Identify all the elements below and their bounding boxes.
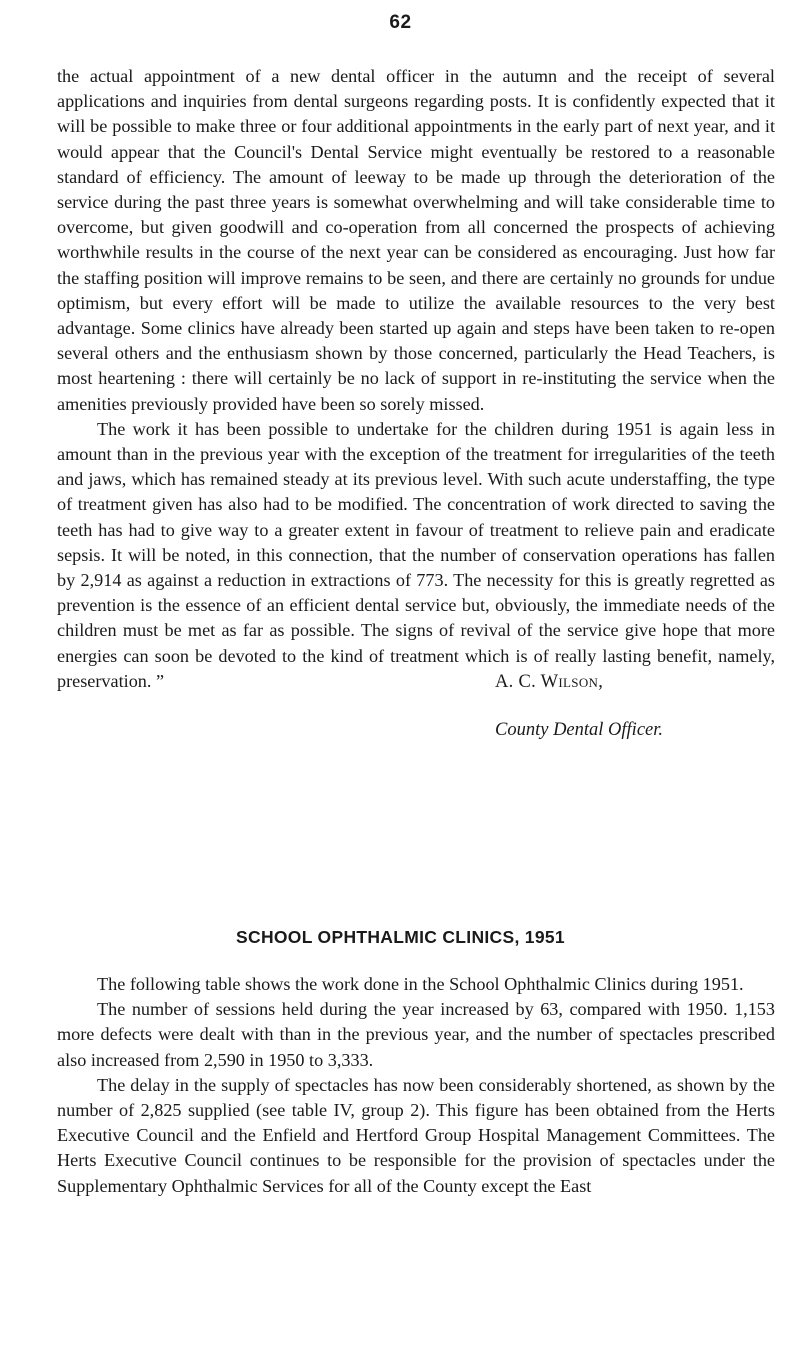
paragraph-ophthalmic-spectacles: The delay in the supply of spectacles has now been considerably shortened, as shown by the number of 2,825 supplied (see table IV, group 2). This figure has been obtained from the Herts Executive Council and the Enfield and Hertford Group Hospital Management Committees. The Herts Executive Council continues to be responsible for the provision of spectacles under the Supplementary Ophthalmic Services for all of the County except the East <box>57 1074 775 1196</box>
paragraph-ophthalmic-sessions: The number of sessions held during the year increased by 63, compared with 1950. 1,153 more defects were dealt with than in the previous year, and the number of spectacles prescribed also increased from 2,590 in 1950 to 3,333. <box>57 999 775 1070</box>
ophthalmic-section-text <box>57 972 775 1199</box>
paragraph-ophthalmic-intro: The following table shows the work done in the School Ophthalmic Clinics during 1951. <box>97 974 744 994</box>
signature-title: County Dental Officer. <box>495 720 664 740</box>
page-number: 62 <box>389 12 412 33</box>
paragraph-dental-continuation: the actual appointment of a new dental officer in the autumn and the receipt of several applications and inquiries from dental surgeons regarding posts. It is confidently expected that it will be possible to make three or four additional appointments in the early part of next year, and it would appear that the Council's Dental Service might eventually be restored to a reasonable standard of efficiency. The amount of leeway to be made up through the deterioration of the service during the past three years is somewhat overwhelming and will take considerable time to overcome, but given goodwill and co-operation from all concerned the prospects of achieving worthwhile results in the course of the next year can be considered as encouraging. Just how far the staffing position will improve remains to be seen, and there are certainly no grounds for undue optimism, but every effort will be made to utilize the available resources to the very best advantage. Some clinics have already been started up again and steps have been taken to re-open several others and the enthusiasm shown by those concerned, particularly the Head Teachers, is most heartening : there will certainly be no lack of support in re-instituting the service when the amenities previously provided have been so sorely missed. <box>57 66 775 414</box>
section-heading: SCHOOL OPHTHALMIC CLINICS, 1951 <box>236 927 565 947</box>
signature-name: A. C. Wilson, <box>495 672 604 692</box>
paragraph-dental-work-1951: The work it has been possible to undertake for the children during 1951 is again less in amount than in the previous year with the exception of the treatment for irregularities of the teeth and jaws, which has remained steady at its previous level. With such acute understaffing, the type of treatment given has also had to be modified. The concentration of work directed to saving the teeth has had to give way to a greater extent in favour of treatment to relieve pain and eradicate sepsis. It will be noted, in this connection, that the number of conservation operations has fallen by 2,914 as against a reduction in extractions of 773. The necessity for this is greatly regretted as prevention is the essence of an efficient dental service but, obviously, the immediate needs of the children must be met as far as possible. The signs of revival of the service give hope that more energies can soon be devoted to the kind of treatment which is of really lasting benefit, namely, preservation. ” <box>57 418 775 691</box>
dental-report-text <box>57 64 775 694</box>
